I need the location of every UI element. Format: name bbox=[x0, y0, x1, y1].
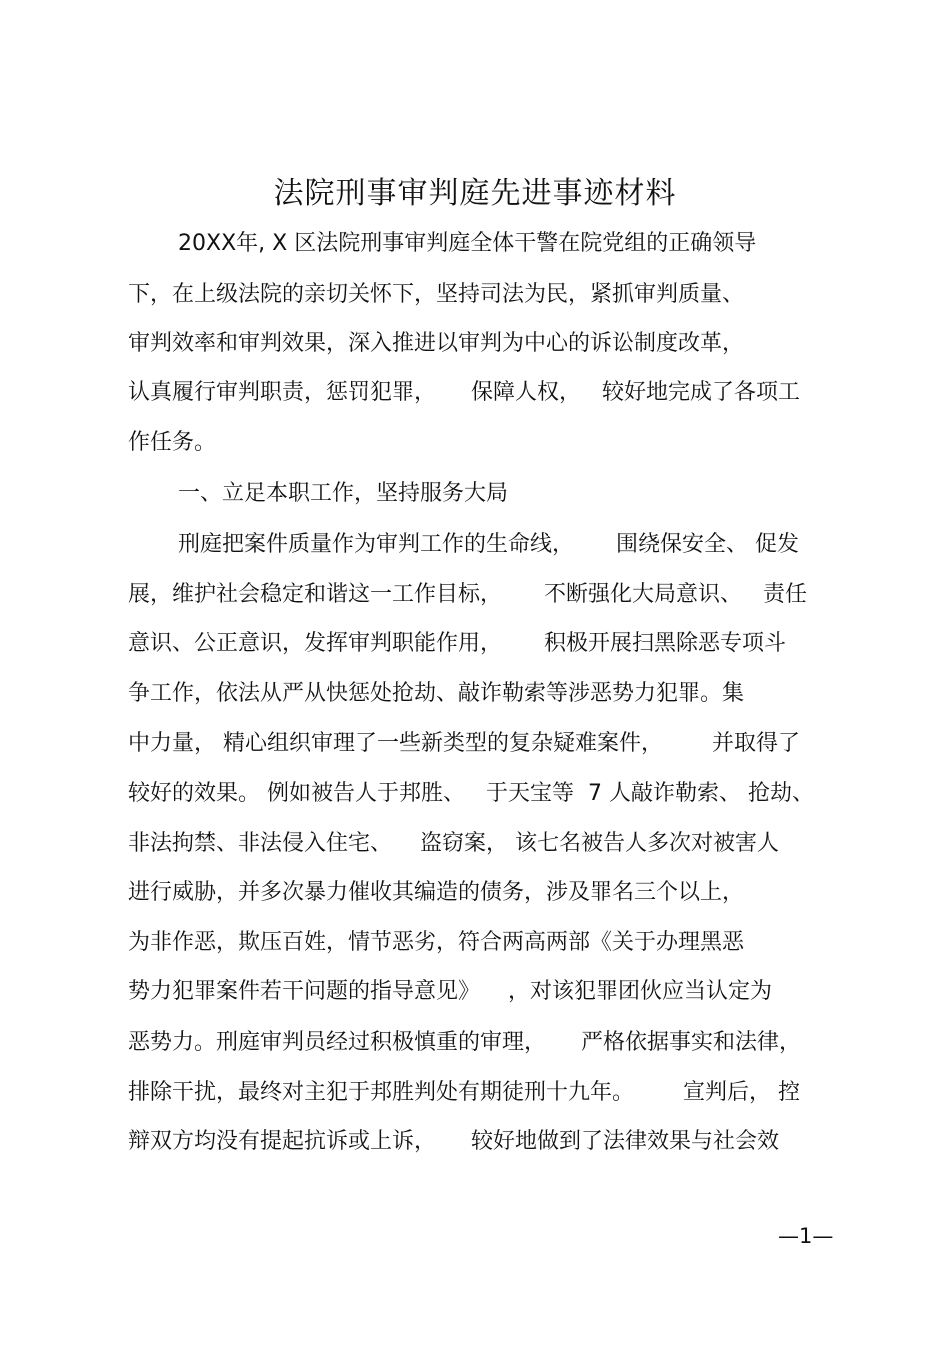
paragraph-line: 刑庭把案件质量作为审判工作的生命线， 围绕保安全、 促发 bbox=[178, 532, 799, 557]
paragraph-line: 辩双方均没有提起抗诉或上诉， 较好地做到了法律效果与社会效 bbox=[128, 1129, 779, 1154]
document-title: 法院刑事审判庭先进事迹材料 bbox=[273, 176, 677, 211]
paragraph-line: 中力量， 精心组织审理了一些新类型的复杂疑难案件， 并取得了 bbox=[128, 731, 800, 756]
paragraph-line: 势力犯罪案件若干问题的指导意见》 ，对该犯罪团伙应当认定为 bbox=[128, 979, 772, 1004]
page-number: —1— bbox=[778, 1224, 834, 1248]
paragraph-line: 作任务。 bbox=[128, 430, 217, 455]
section-heading: 一、立足本职工作，坚持服务大局 bbox=[178, 481, 509, 506]
paragraph-line: 意识、公正意识，发挥审判职能作用， 积极开展扫黑除恶专项斗 bbox=[128, 631, 786, 656]
paragraph-line: 下，在上级法院的亲切关怀下，坚持司法为民，紧抓审判质量、 bbox=[128, 282, 745, 307]
paragraph-line: 较好的效果。 例如被告人于邦胜、 于天宝等 7 人敲诈勒索、 抢劫、 bbox=[128, 781, 814, 806]
paragraph-line: 恶势力。刑庭审判员经过积极慎重的审理， 严格依据事实和法律， bbox=[128, 1030, 801, 1055]
paragraph-line: 为非作恶，欺压百姓，情节恶劣，符合两高两部《关于办理黑恶 bbox=[128, 930, 745, 955]
paragraph-line: 认真履行审判职责，惩罚犯罪， 保障人权， 较好地完成了各项工 bbox=[128, 380, 800, 405]
paragraph-line: 进行威胁，并多次暴力催收其编造的债务，涉及罪名三个以上， bbox=[128, 880, 745, 905]
paragraph-line: 展，维护社会稳定和谐这一工作目标， 不断强化大局意识、 责任 bbox=[128, 582, 807, 607]
paragraph-line: 20XX年, X 区法院刑事审判庭全体干警在院党组的正确领导 bbox=[178, 231, 757, 256]
paragraph-line: 排除干扰，最终对主犯于邦胜判处有期徒刑十九年。 宣判后， 控 bbox=[128, 1080, 800, 1105]
paragraph-line: 审判效率和审判效果，深入推进以审判为中心的诉讼制度改革， bbox=[128, 331, 745, 356]
paragraph-line: 非法拘禁、非法侵入住宅、 盗窃案， 该七名被告人多次对被害人 bbox=[128, 831, 779, 856]
paragraph-line: 争工作，依法从严从快惩处抢劫、敲诈勒索等涉恶势力犯罪。集 bbox=[128, 681, 745, 706]
